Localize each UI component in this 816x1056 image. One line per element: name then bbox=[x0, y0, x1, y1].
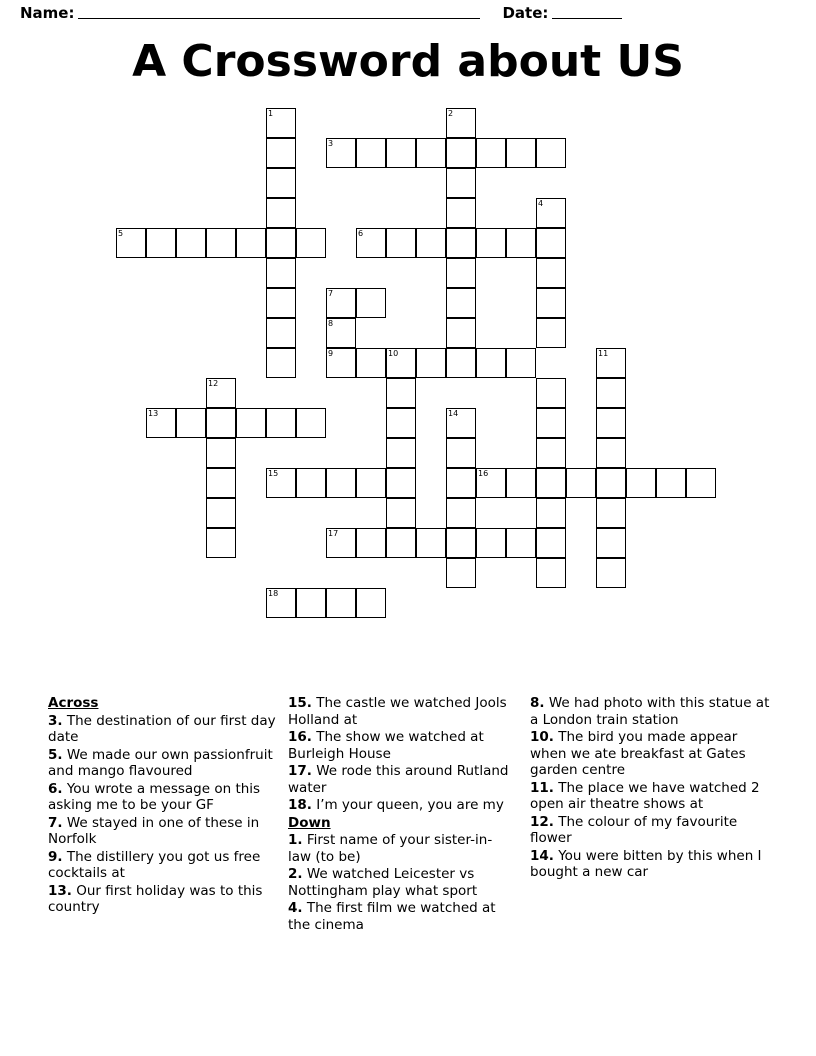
grid-cell[interactable] bbox=[266, 138, 296, 168]
clue-number: 6. bbox=[48, 780, 63, 797]
clue-text: First name of your sister-in-law (to be) bbox=[288, 832, 493, 865]
clue-item bbox=[288, 866, 514, 899]
grid-cell-number: 14 bbox=[448, 409, 459, 418]
grid-cell[interactable] bbox=[476, 348, 506, 378]
clue-text: The show we watched at Burleigh House bbox=[288, 729, 484, 762]
grid-cell[interactable] bbox=[146, 228, 176, 258]
grid-cell[interactable] bbox=[476, 228, 506, 258]
across-heading: Across bbox=[48, 695, 99, 711]
grid-cell[interactable] bbox=[296, 228, 326, 258]
clue-item bbox=[288, 729, 514, 762]
grid-cell[interactable] bbox=[506, 528, 536, 558]
grid-cell[interactable] bbox=[536, 528, 566, 558]
clue-item bbox=[48, 883, 276, 916]
clues-section bbox=[0, 695, 816, 975]
grid-cell[interactable] bbox=[596, 408, 626, 438]
grid-cell[interactable] bbox=[206, 228, 236, 258]
name-date-header bbox=[0, 0, 816, 26]
grid-cell[interactable] bbox=[386, 468, 416, 498]
grid-cell[interactable] bbox=[446, 468, 476, 498]
grid-cell[interactable] bbox=[266, 108, 296, 138]
grid-cell[interactable] bbox=[536, 468, 566, 498]
grid-cell[interactable] bbox=[266, 288, 296, 318]
grid-cell[interactable] bbox=[446, 438, 476, 468]
clue-item bbox=[48, 849, 276, 882]
clue-text: We made our own passionfruit and mango flavoured bbox=[48, 746, 273, 779]
grid-cell-number: 16 bbox=[478, 469, 489, 478]
grid-cell-number: 7 bbox=[328, 289, 334, 298]
grid-cell[interactable] bbox=[656, 468, 686, 498]
grid-cell[interactable] bbox=[476, 468, 506, 498]
grid-cell-number: 18 bbox=[268, 589, 279, 598]
clue-item bbox=[48, 713, 276, 746]
clue-number: 2. bbox=[288, 866, 303, 882]
clue-item bbox=[48, 815, 276, 848]
grid-cell[interactable] bbox=[446, 558, 476, 588]
clue-number: 4. bbox=[288, 900, 303, 916]
grid-cell[interactable] bbox=[266, 228, 296, 258]
clue-number: 5. bbox=[48, 746, 63, 763]
clue-item bbox=[530, 729, 776, 779]
grid-cell[interactable] bbox=[176, 408, 206, 438]
grid-cell[interactable] bbox=[206, 408, 236, 438]
name-label: Name: bbox=[20, 4, 75, 22]
grid-cell[interactable] bbox=[446, 258, 476, 288]
grid-cell[interactable] bbox=[476, 138, 506, 168]
grid-cell-number: 6 bbox=[358, 229, 364, 238]
clue-item bbox=[288, 832, 514, 865]
grid-cell[interactable] bbox=[536, 438, 566, 468]
grid-cell-number: 11 bbox=[598, 349, 609, 358]
clue-item bbox=[288, 900, 514, 933]
grid-cell[interactable] bbox=[116, 228, 146, 258]
grid-cell[interactable] bbox=[296, 408, 326, 438]
clue-number: 12. bbox=[530, 813, 554, 830]
clue-text: We watched Leicester vs Nottingham play what sport bbox=[288, 866, 478, 899]
grid-cell[interactable] bbox=[446, 168, 476, 198]
clue-number: 7. bbox=[48, 814, 63, 831]
clue-item bbox=[288, 797, 514, 814]
grid-cell-number: 15 bbox=[268, 469, 279, 478]
crossword-grid bbox=[0, 108, 816, 618]
grid-cell[interactable] bbox=[566, 468, 596, 498]
grid-cell[interactable] bbox=[446, 138, 476, 168]
grid-cell-number: 12 bbox=[208, 379, 219, 388]
grid-cell[interactable] bbox=[596, 528, 626, 558]
grid-cell[interactable] bbox=[326, 138, 356, 168]
grid-cell[interactable] bbox=[296, 588, 326, 618]
grid-cell[interactable] bbox=[206, 498, 236, 528]
grid-cell[interactable] bbox=[446, 288, 476, 318]
grid-cell[interactable] bbox=[386, 138, 416, 168]
grid-cell[interactable] bbox=[386, 228, 416, 258]
grid-cell[interactable] bbox=[326, 348, 356, 378]
clue-number: 14. bbox=[530, 847, 554, 864]
grid-cell[interactable] bbox=[266, 588, 296, 618]
grid-cell[interactable] bbox=[686, 468, 716, 498]
clue-number: 9. bbox=[48, 848, 63, 865]
clue-text: The castle we watched Jools Holland at bbox=[288, 695, 507, 728]
clue-number: 11. bbox=[530, 779, 554, 796]
grid-cell[interactable] bbox=[536, 198, 566, 228]
grid-cell[interactable] bbox=[596, 558, 626, 588]
clue-number: 1. bbox=[288, 832, 303, 848]
clue-number: 3. bbox=[48, 712, 63, 729]
grid-cell[interactable] bbox=[506, 468, 536, 498]
clue-item bbox=[530, 695, 776, 728]
grid-cell-number: 9 bbox=[328, 349, 334, 358]
clue-item bbox=[530, 848, 776, 881]
grid-cell-number: 5 bbox=[118, 229, 124, 238]
grid-cell[interactable] bbox=[446, 408, 476, 438]
grid-cell[interactable] bbox=[206, 468, 236, 498]
grid-cell[interactable] bbox=[386, 438, 416, 468]
name-write-line bbox=[78, 7, 480, 19]
grid-cell[interactable] bbox=[176, 228, 206, 258]
clue-item bbox=[288, 695, 514, 728]
grid-cell-number: 2 bbox=[448, 109, 454, 118]
grid-cell[interactable] bbox=[356, 588, 386, 618]
grid-cell-number: 8 bbox=[328, 319, 334, 328]
grid-cell[interactable] bbox=[386, 378, 416, 408]
grid-cell[interactable] bbox=[446, 198, 476, 228]
grid-cell[interactable] bbox=[326, 588, 356, 618]
grid-cell[interactable] bbox=[236, 228, 266, 258]
grid-cell[interactable] bbox=[266, 198, 296, 228]
clue-item bbox=[530, 814, 776, 847]
grid-cell[interactable] bbox=[536, 318, 566, 348]
clue-text: You wrote a message on this asking me to be your GF bbox=[48, 780, 261, 813]
grid-cell[interactable] bbox=[446, 528, 476, 558]
grid-cell[interactable] bbox=[506, 138, 536, 168]
clue-text: The distillery you got us free cocktails at bbox=[48, 848, 261, 881]
clues-column-1 bbox=[48, 695, 276, 917]
grid-cell[interactable] bbox=[386, 528, 416, 558]
grid-cell[interactable] bbox=[536, 558, 566, 588]
grid-cell[interactable] bbox=[626, 468, 656, 498]
clue-text: The destination of our first day date bbox=[48, 712, 276, 745]
grid-cell-number: 1 bbox=[268, 109, 274, 118]
grid-cell[interactable] bbox=[386, 408, 416, 438]
grid-cell[interactable] bbox=[386, 498, 416, 528]
grid-cell[interactable] bbox=[416, 348, 446, 378]
grid-cell[interactable] bbox=[446, 348, 476, 378]
grid-cell-number: 13 bbox=[148, 409, 159, 418]
grid-cell-number: 3 bbox=[328, 139, 334, 148]
grid-cell[interactable] bbox=[536, 378, 566, 408]
grid-cell[interactable] bbox=[146, 408, 176, 438]
grid-cell[interactable] bbox=[506, 228, 536, 258]
clue-number: 17. bbox=[288, 763, 312, 779]
clue-number: 13. bbox=[48, 882, 72, 899]
clue-number: 18. bbox=[288, 797, 312, 813]
grid-cell[interactable] bbox=[206, 378, 236, 408]
clue-text: The place we have watched 2 open air theatre shows at bbox=[530, 779, 760, 812]
grid-cell[interactable] bbox=[356, 288, 386, 318]
grid-cell-number: 10 bbox=[388, 349, 399, 358]
grid-cell[interactable] bbox=[416, 138, 446, 168]
grid-cell[interactable] bbox=[536, 228, 566, 258]
clue-item bbox=[288, 763, 514, 796]
grid-cell[interactable] bbox=[266, 348, 296, 378]
clue-text: Our first holiday was to this country bbox=[48, 882, 263, 915]
grid-cell[interactable] bbox=[536, 498, 566, 528]
grid-cell[interactable] bbox=[386, 348, 416, 378]
grid-cell[interactable] bbox=[356, 528, 386, 558]
clue-text: We had photo with this statue at a London train station bbox=[530, 695, 770, 728]
grid-cell[interactable] bbox=[446, 318, 476, 348]
clue-text: I’m your queen, you are my bbox=[311, 797, 504, 813]
date-label: Date: bbox=[502, 4, 549, 22]
grid-cell[interactable] bbox=[506, 348, 536, 378]
clue-item bbox=[530, 780, 776, 813]
grid-cell[interactable] bbox=[596, 498, 626, 528]
grid-cell[interactable] bbox=[266, 468, 296, 498]
down-heading: Down bbox=[288, 814, 331, 831]
grid-cell[interactable] bbox=[206, 528, 236, 558]
clue-text: The colour of my favourite flower bbox=[530, 813, 738, 846]
grid-cell[interactable] bbox=[536, 408, 566, 438]
grid-cell[interactable] bbox=[536, 288, 566, 318]
grid-cell[interactable] bbox=[596, 438, 626, 468]
grid-cell[interactable] bbox=[326, 288, 356, 318]
grid-cell[interactable] bbox=[326, 318, 356, 348]
clue-number: 10. bbox=[530, 729, 554, 745]
grid-cell[interactable] bbox=[266, 318, 296, 348]
date-write-line bbox=[552, 7, 622, 19]
clue-number: 8. bbox=[530, 695, 545, 711]
grid-cell[interactable] bbox=[236, 408, 266, 438]
grid-cell[interactable] bbox=[536, 138, 566, 168]
grid-cell[interactable] bbox=[356, 228, 386, 258]
clues-column-3 bbox=[530, 695, 776, 882]
grid-cell[interactable] bbox=[446, 498, 476, 528]
page-title: A Crossword about US bbox=[132, 36, 684, 87]
clue-text: We rode this around Rutland water bbox=[288, 763, 509, 796]
clue-item bbox=[48, 781, 276, 814]
grid-cell[interactable] bbox=[356, 348, 386, 378]
clues-column-2 bbox=[288, 695, 514, 934]
grid-cell[interactable] bbox=[446, 228, 476, 258]
grid-cell[interactable] bbox=[356, 468, 386, 498]
clue-text: The first film we watched at the cinema bbox=[288, 900, 496, 933]
clue-text: You were bitten by this when I bought a new car bbox=[530, 847, 762, 880]
grid-cell[interactable] bbox=[416, 228, 446, 258]
grid-cell[interactable] bbox=[416, 528, 446, 558]
grid-cell[interactable] bbox=[446, 108, 476, 138]
grid-cell[interactable] bbox=[326, 468, 356, 498]
grid-cell[interactable] bbox=[596, 348, 626, 378]
grid-cell-number: 4 bbox=[538, 199, 544, 208]
grid-cell[interactable] bbox=[266, 408, 296, 438]
grid-cell[interactable] bbox=[596, 378, 626, 408]
clue-number: 16. bbox=[288, 729, 312, 745]
grid-cell-number: 17 bbox=[328, 529, 339, 538]
grid-cell[interactable] bbox=[356, 138, 386, 168]
clue-text: We stayed in one of these in Norfolk bbox=[48, 814, 260, 847]
clue-text: The bird you made appear when we ate breakfast at Gates garden centre bbox=[530, 729, 746, 778]
grid-cell[interactable] bbox=[476, 528, 506, 558]
grid-cell[interactable] bbox=[596, 468, 626, 498]
clue-number: 15. bbox=[288, 695, 312, 711]
grid-cell[interactable] bbox=[266, 168, 296, 198]
grid-cell[interactable] bbox=[326, 528, 356, 558]
grid-cell[interactable] bbox=[266, 258, 296, 288]
grid-cell[interactable] bbox=[206, 438, 236, 468]
grid-cell[interactable] bbox=[296, 468, 326, 498]
grid-cell[interactable] bbox=[536, 258, 566, 288]
clue-item bbox=[48, 747, 276, 780]
